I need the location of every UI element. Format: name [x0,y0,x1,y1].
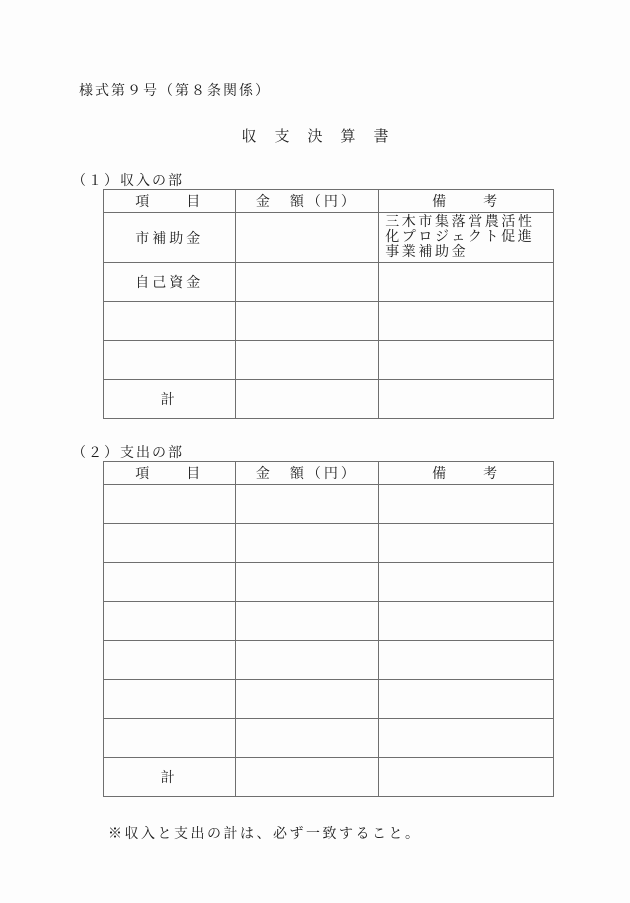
expense-item-cell[interactable] [104,641,236,680]
header-amount: 金 額（円） [235,462,379,485]
footnote: ※収入と支出の計は、必ず一致すること。 [108,826,422,842]
expense-amount-cell[interactable] [235,524,379,563]
expense-amount-cell[interactable] [235,602,379,641]
expense-amount-cell[interactable] [235,719,379,758]
income-remarks-cell[interactable] [379,263,554,302]
form-number: 様式第９号（第８条関係） [79,83,271,99]
table-row [104,302,554,341]
expense-remarks-cell[interactable] [379,524,554,563]
header-remarks: 備 考 [379,190,554,213]
income-remarks-cell[interactable] [379,341,554,380]
table-row [104,524,554,563]
expense-remarks-cell[interactable] [379,602,554,641]
income-amount-cell[interactable] [235,302,379,341]
table-row [104,485,554,524]
expense-item-cell[interactable] [104,485,236,524]
table-row [104,213,554,263]
income-amount-cell[interactable] [235,263,379,302]
table-row [104,719,554,758]
expense-amount-cell[interactable] [235,641,379,680]
income-table-header [104,190,554,213]
income-total-label: 計 [104,380,236,419]
expense-remarks-cell[interactable] [379,680,554,719]
document-title: 収支決算書 [241,127,407,145]
expense-amount-cell[interactable] [235,563,379,602]
income-section-label: （１）収入の部 [72,173,184,189]
header-item: 項 目 [104,462,236,485]
expense-total-remarks[interactable] [379,758,554,797]
header-item: 項 目 [104,190,236,213]
expense-item-cell[interactable] [104,680,236,719]
income-amount-cell[interactable] [235,341,379,380]
expense-total-amount[interactable] [235,758,379,797]
expense-total-row [104,758,554,797]
expense-item-cell[interactable] [104,563,236,602]
income-item-cell[interactable] [104,341,236,380]
expense-amount-cell[interactable] [235,680,379,719]
expense-item-cell[interactable] [104,719,236,758]
header-amount: 金 額（円） [235,190,379,213]
expense-section-label: （２）支出の部 [72,445,184,461]
expense-table-header [104,462,554,485]
income-remarks-cell[interactable] [379,302,554,341]
table-row [104,641,554,680]
table-row [104,341,554,380]
expense-remarks-cell[interactable] [379,563,554,602]
table-row [104,263,554,302]
expense-amount-cell[interactable] [235,485,379,524]
expense-item-cell[interactable] [104,602,236,641]
table-row [104,563,554,602]
income-total-remarks[interactable] [379,380,554,419]
expense-item-cell[interactable] [104,524,236,563]
income-total-amount[interactable] [235,380,379,419]
expense-remarks-cell[interactable] [379,485,554,524]
header-remarks: 備 考 [379,462,554,485]
income-amount-cell[interactable] [235,213,379,263]
income-item-cell[interactable] [104,302,236,341]
expense-remarks-cell[interactable] [379,641,554,680]
income-remarks-cell[interactable]: 三木市集落営農活性化プロジェクト促進事業補助金 [379,213,554,263]
income-item-cell[interactable]: 市補助金 [104,213,236,263]
income-table [103,189,554,419]
table-row [104,680,554,719]
table-row [104,602,554,641]
expense-total-label: 計 [104,758,236,797]
expense-remarks-cell[interactable] [379,719,554,758]
expense-table [103,461,554,797]
income-total-row [104,380,554,419]
income-item-cell[interactable]: 自己資金 [104,263,236,302]
